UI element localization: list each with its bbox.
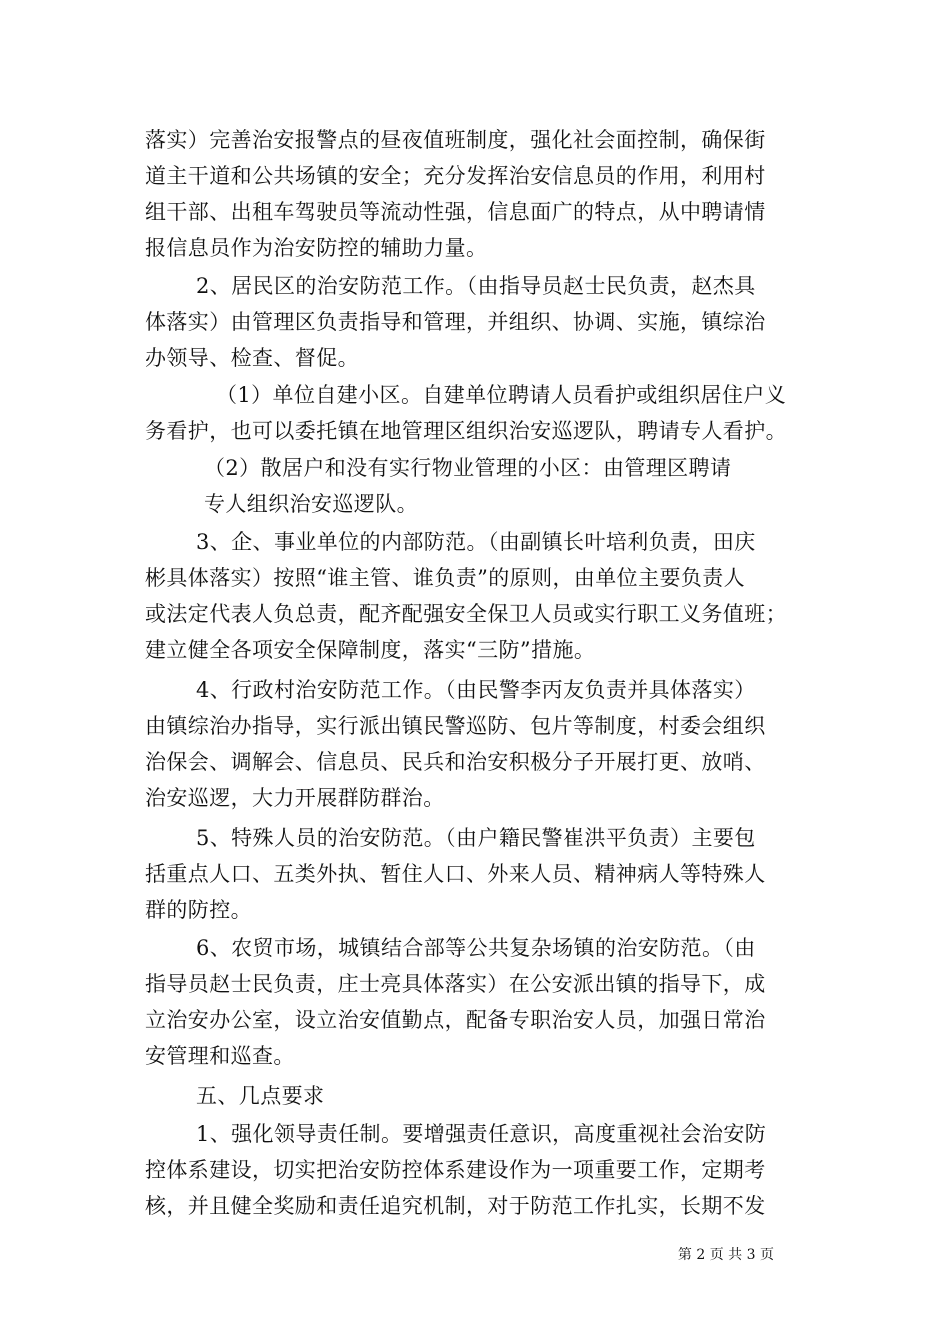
text-line-3: 组干部、出租车驾驶员等流动性强，信息面广的特点，从中聘请情 [145, 200, 766, 224]
text-line-15: 建立健全各项安全保障制度，落实“三防”措施。 [145, 638, 596, 662]
text-line-12: 3、企、事业单位的内部防范。（由副镇长叶培利负责，田庆 [196, 530, 756, 554]
text-line-14: 或法定代表人负总责，配齐配强安全保卫人员或实行职工义务值班； [145, 602, 787, 626]
text-line-21: 括重点人口、五类外执、暂住人口、外来人员、精神病人等特殊人 [145, 862, 766, 886]
text-line-28: 1、强化领导责任制。要增强责任意识，高度重视社会治安防 [196, 1122, 767, 1146]
section-heading: 五、几点要求 [196, 1084, 325, 1108]
text-line-20: 5、特殊人员的治安防范。（由户籍民警崔洪平负责）主要包 [196, 826, 756, 850]
text-line-16: 4、行政村治安防范工作。（由民警李丙友负责并具体落实） [196, 678, 756, 702]
text-line-2: 道主干道和公共场镇的安全；充分发挥治安信息员的作用，利用村 [145, 164, 766, 188]
text-line-24: 指导员赵士民负责，庄士亮具体落实）在公安派出镇的指导下，成 [145, 972, 766, 996]
text-line-8: （1）单位自建小区。自建单位聘请人员看护或组织居住户义 [216, 383, 787, 407]
text-line-17: 由镇综治办指导，实行派出镇民警巡防、包片等制度，村委会组织 [145, 714, 766, 738]
text-line-25: 立治安办公室，设立治安值勤点，配备专职治安人员，加强日常治 [145, 1008, 766, 1032]
text-line-9: 务看护，也可以委托镇在地管理区组织治安巡逻队，聘请专人看护。 [145, 419, 787, 443]
text-line-13: 彬具体落实）按照“谁主管、谁负责”的原则，由单位主要负责人 [145, 566, 746, 590]
text-line-4: 报信息员作为治安防控的辅助力量。 [145, 236, 488, 260]
text-line-1: 落实）完善治安报警点的昼夜值班制度，强化社会面控制，确保街 [145, 128, 766, 152]
text-line-10: （2）散居户和没有实行物业管理的小区：由管理区聘请 [204, 456, 732, 480]
text-line-29: 控体系建设，切实把治安防控体系建设作为一项重要工作，定期考 [145, 1158, 766, 1182]
text-line-6: 体落实）由管理区负责指导和管理，并组织、协调、实施，镇综治 [145, 310, 766, 334]
text-line-18: 治保会、调解会、信息员、民兵和治安积极分子开展打更、放哨、 [145, 750, 766, 774]
text-line-22: 群的防控。 [145, 898, 252, 922]
text-line-11: 专人组织治安巡逻队。 [204, 492, 418, 516]
text-line-5: 2、居民区的治安防范工作。（由指导员赵士民负责，赵杰具 [196, 274, 756, 298]
text-line-7: 办领导、检查、督促。 [145, 346, 359, 370]
text-line-23: 6、农贸市场，城镇结合部等公共复杂场镇的治安防范。（由 [196, 936, 756, 960]
text-line-19: 治安巡逻，大力开展群防群治。 [145, 786, 445, 810]
text-line-26: 安管理和巡查。 [145, 1044, 295, 1068]
page-number-footer: 第 2 页 共 3 页 [677, 1247, 774, 1263]
text-line-30: 核，并且健全奖励和责任追究机制，对于防范工作扎实，长期不发 [145, 1194, 766, 1218]
